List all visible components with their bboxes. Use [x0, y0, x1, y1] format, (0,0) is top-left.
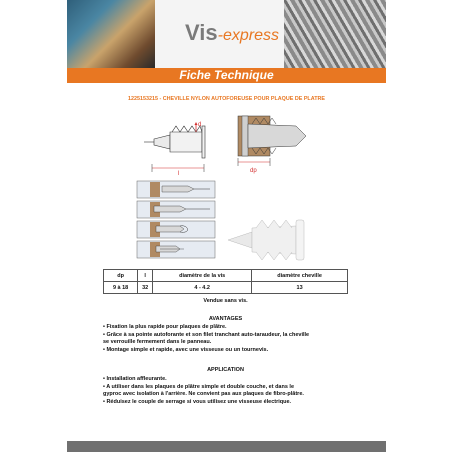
table-row [104, 282, 348, 294]
logo-suffix: -express [217, 27, 279, 44]
tools-photo [67, 0, 155, 68]
table-header-row [104, 270, 348, 282]
logo-main: Vis [185, 20, 218, 45]
advantages-list [103, 324, 353, 354]
anchor-drawing [140, 118, 220, 176]
list-item: • A utiliser dans les plaques de plâtre simple et double couche, et dans le [103, 383, 295, 390]
list-item: • Réduisez le couple de serrage si vous utilisez une visseuse électrique. [103, 398, 292, 405]
application-title: APPLICATION [207, 367, 244, 373]
advantages-title: AVANTAGES [208, 316, 243, 322]
product-title: 1225153215 - CHEVILLE NYLON AUTOFOREUSE POUR PLAQUE DE PLATRE [128, 96, 325, 102]
banner-title: Fiche Technique [67, 68, 386, 83]
label-d: d [198, 122, 202, 128]
cell-dp: 9 à 18 [104, 282, 138, 294]
logo [185, 20, 279, 46]
col-anchor-diameter: diamètre cheville [252, 270, 348, 282]
sold-note: Vendue sans vis. [203, 298, 248, 304]
label-dp: dp [250, 168, 257, 174]
application-list [103, 376, 353, 406]
cell-anchor-diameter: 13 [252, 282, 348, 294]
screws-photo [284, 0, 386, 68]
installation-steps [136, 180, 218, 262]
spec-table [103, 269, 348, 294]
cell-l: 32 [138, 282, 153, 294]
anchor-photo [222, 216, 322, 264]
list-item: • Grâce à sa pointe autoforante et son filet tranchant auto-taraudeur, la cheville [103, 331, 310, 338]
list-item: • Installation affleurante. [103, 376, 167, 382]
list-item: • Fixation la plus rapide pour plaques de plâtre. [103, 324, 227, 330]
label-l: l [178, 171, 180, 176]
col-screw-diameter: diamètre de la vis [153, 270, 252, 282]
installed-anchor-drawing [232, 112, 314, 178]
header [67, 0, 386, 68]
footer-bar [67, 441, 386, 452]
col-dp: dp [104, 270, 138, 282]
list-item: se verrouille fermement dans le panneau. [103, 339, 212, 346]
cell-screw-diameter: 4 - 4.2 [153, 282, 252, 294]
col-l: l [138, 270, 153, 282]
list-item: gyproc avec isolation à l'arrière. Ne convient pas aux plaques de fibro-plâtre. [103, 391, 304, 398]
list-item: • Montage simple et rapide, avec une visseuse ou un tournevis. [103, 346, 269, 353]
